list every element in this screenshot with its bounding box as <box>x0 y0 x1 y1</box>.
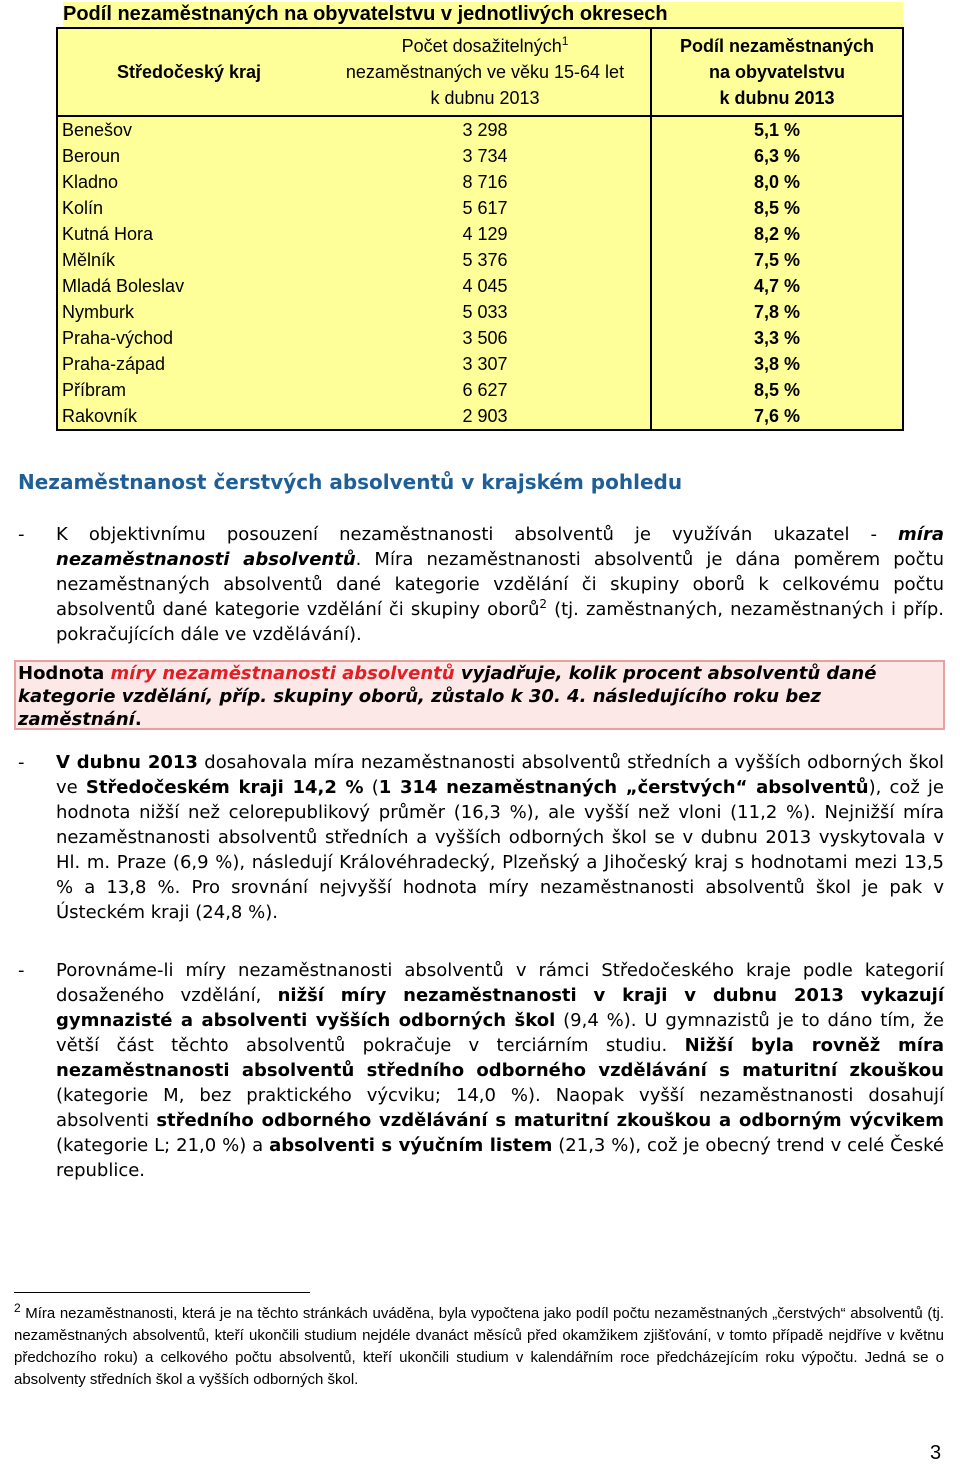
table-row <box>57 195 903 221</box>
cell-district: Benešov <box>62 120 133 140</box>
page-number: 3 <box>930 1442 942 1464</box>
cell-district: Mladá Boleslav <box>62 276 185 296</box>
cell-count: 5 376 <box>462 250 508 270</box>
text-run-bold: Středočeském kraji 14,2 % <box>85 777 364 798</box>
cell-share: 7,8 % <box>651 299 903 325</box>
cell-count: 5 617 <box>462 198 508 218</box>
header-share <box>651 28 903 116</box>
cell-district: Praha-východ <box>62 328 174 348</box>
cell-share: 8,5 % <box>651 377 903 403</box>
header-count-line2: nezaměstnaných ve věku 15-64 let <box>345 62 625 82</box>
table-row <box>57 221 903 247</box>
cell-count: 5 033 <box>462 302 508 322</box>
section-heading: Nezaměstnanost čerstvých absolventů v krajském pohledu <box>18 470 683 494</box>
footnote-text: Míra nezaměstnanosti, která je na těchto stránkách uváděna, byla vypočtena jako podíl počtu nezaměstnaných „čerstvých“ absolventů (tj. nezaměstnaných absolventů, kteří ukončili studium nejdéle dvanáct měsíců před okamžikem zjišťování, v tomto případě nejdříve v květnu předchozího roku) a celkového počtu absolventů, kteří ukončili studium v kalendářním roce předcházejícím roku výpočtu. Jedná se o absolventy středních škol a vyšších odborných škol. <box>14 1305 944 1388</box>
cell-district: Příbram <box>62 380 127 400</box>
text-run-bold: Nižší byla rovněž míra nezaměstnanosti absolventů středního odborného vzdělávání s maturitní zkouškou <box>56 1035 944 1081</box>
text-run: K objektivnímu posouzení nezaměstnanosti absolventů je využíván ukazatel - <box>56 524 899 545</box>
header-count <box>320 28 651 116</box>
table-caption: Podíl nezaměstnaných na obyvatelstvu v jednotlivých okresech <box>63 2 903 27</box>
cell-share: 8,5 % <box>651 195 903 221</box>
text-run-bold: středního odborného vzdělávání s maturitní zkouškou a odborným výcvikem <box>156 1110 944 1131</box>
footnote-divider <box>14 1292 310 1293</box>
table-row <box>57 351 903 377</box>
cell-share: 5,1 % <box>651 116 903 143</box>
paragraph-definition <box>56 522 944 647</box>
cell-district: Kolín <box>62 198 104 218</box>
paragraph-april-2013 <box>56 750 944 925</box>
bullet-dash: - <box>18 960 25 981</box>
table-row <box>57 325 903 351</box>
table-row <box>57 403 903 430</box>
text-run: . <box>134 709 142 730</box>
cell-count: 4 129 <box>462 224 508 244</box>
table-row <box>57 247 903 273</box>
text-run: ( <box>363 777 379 798</box>
text-run: . Míra nezaměstnanosti absolventů je dána poměrem počtu nezaměstnaných absolventů dané kategorie vzdělání či skupiny oborů k celkovému počtu absolventů dané kategorie vzdělání či skupiny oborů <box>56 549 945 620</box>
table-row <box>57 273 903 299</box>
cell-district: Kutná Hora <box>62 224 154 244</box>
table-row <box>57 299 903 325</box>
text-run-emphasis: míra nezaměstnanosti absolventů <box>56 524 944 570</box>
cell-share: 3,8 % <box>651 351 903 377</box>
cell-count: 8 716 <box>462 172 508 192</box>
cell-share: 7,5 % <box>651 247 903 273</box>
cell-count: 3 734 <box>462 146 508 166</box>
unemployment-table <box>56 27 904 431</box>
text-run-bold: V dubnu 2013 <box>56 752 198 773</box>
cell-share: 8,0 % <box>651 169 903 195</box>
table-row <box>57 169 903 195</box>
table-row <box>57 143 903 169</box>
text-run: (kategorie L; 21,0 %) a <box>56 1135 270 1156</box>
cell-share: 6,3 % <box>651 143 903 169</box>
header-share-line2: na obyvatelstvu <box>708 62 846 82</box>
bullet-dash: - <box>18 752 25 773</box>
cell-district: Kladno <box>62 172 119 192</box>
cell-count: 3 298 <box>462 120 508 140</box>
footnote-ref: 2 <box>539 597 547 611</box>
table-header-row <box>57 28 903 116</box>
cell-count: 4 045 <box>462 276 508 296</box>
cell-district: Rakovník <box>62 406 138 426</box>
header-share-line3: k dubnu 2013 <box>719 88 835 108</box>
header-count-line3: k dubnu 2013 <box>430 88 540 108</box>
footnote-number: 2 <box>14 1301 21 1315</box>
cell-count: 2 903 <box>462 406 508 426</box>
text-run: (21,3 %), což je obecný trend v celé České republice. <box>56 1135 944 1181</box>
text-run-bold: absolventi s výučním listem <box>269 1135 553 1156</box>
header-count-line1: Počet dosažitelných <box>401 36 562 56</box>
cell-district: Mělník <box>62 250 116 270</box>
cell-count: 6 627 <box>462 380 508 400</box>
text-run: Hodnota <box>18 663 111 684</box>
text-run-bold: nižší míry nezaměstnanosti v kraji v dubnu 2013 vykazují gymnazisté a absolventi vyšších odborných škol <box>56 985 944 1031</box>
cell-district: Beroun <box>62 146 121 166</box>
cell-district: Praha-západ <box>62 354 166 374</box>
text-run: (tj. zaměstnaných, nezaměstnaných i příp. pokračujících dále ve vzdělávání). <box>56 599 944 645</box>
header-count-sup: 1 <box>561 34 569 48</box>
header-share-line1: Podíl nezaměstnaných <box>679 36 875 56</box>
header-region: Středočeský kraj <box>57 28 320 116</box>
cell-count: 3 506 <box>462 328 508 348</box>
text-run: dosahovala míra nezaměstnanosti absolventů středních a vyšších odborných škol ve <box>56 752 944 798</box>
text-run-italic: vyjadřuje, kolik procent absolventů dané kategorie vzdělání, příp. skupiny oborů, zůstalo k 30. 4. následujícího roku bez zaměstnání <box>18 663 877 730</box>
table-row <box>57 377 903 403</box>
table-row <box>57 116 903 143</box>
highlight-text <box>18 662 944 731</box>
cell-district: Nymburk <box>62 302 135 322</box>
text-run-bold: 1 314 nezaměstnaných „čerstvých“ absolventů <box>378 777 869 798</box>
text-run: ), což je hodnota nižší než celorepublikový průměr (16,3 %), ale vyšší než vloni (11,2 %). Nejnižší míra nezaměstnanosti absolventů středních a vyšších odborných škol se v dubnu 2013 vyskytovala v Hl. m. Praze (6,9 %), následují Královéhradecký, Plzeňský a Jihočeský kraj s hodnotami mezi 13,5 % a 13,8 %. Pro srovnání nejvyšší hodnota míry nezaměstnanosti absolventů škol je pak v Ústeckém kraji (24,8 %). <box>56 777 944 923</box>
text-run: Porovnáme-li míry nezaměstnanosti absolventů v rámci Středočeského kraje podle kategorií dosaženého vzdělání, <box>56 960 944 1006</box>
cell-count: 3 307 <box>462 354 508 374</box>
text-run: (9,4 %). U gymnazistů je to dáno tím, že větší část těchto absolventů pokračuje v terciárním studiu. <box>56 1010 945 1056</box>
text-run-red: míry nezaměstnanosti absolventů <box>110 663 455 684</box>
cell-share: 7,6 % <box>651 403 903 430</box>
cell-share: 3,3 % <box>651 325 903 351</box>
cell-share: 8,2 % <box>651 221 903 247</box>
paragraph-comparison <box>56 958 944 1183</box>
bullet-dash: - <box>18 524 25 545</box>
cell-share: 4,7 % <box>651 273 903 299</box>
footnote <box>14 1303 944 1391</box>
text-run: (kategorie M, bez praktického výcviku; 14,0 %). Naopak vyšší nezaměstnanosti dosahují absolventi <box>56 1085 944 1131</box>
